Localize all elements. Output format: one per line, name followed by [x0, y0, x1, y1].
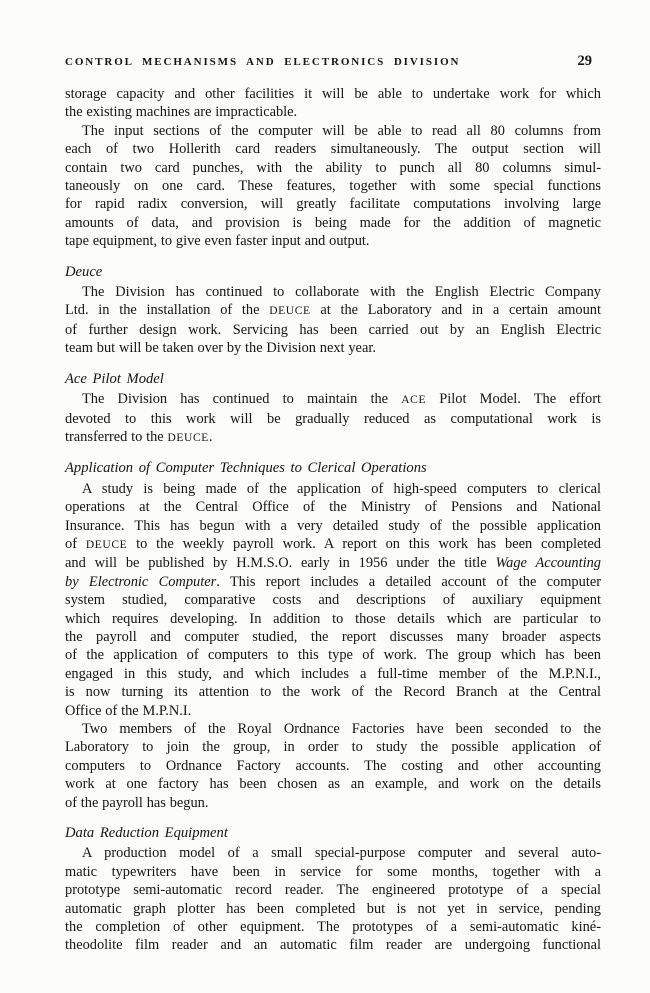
paragraph [65, 283, 601, 358]
text-line: storage capacity and other facilities it will be able to undertake work for which [65, 86, 601, 102]
text-line: matic typewriters have been in service for some months, together with a [65, 863, 601, 880]
text-line: Office of the M.P.N.I. [65, 702, 192, 719]
text-line: devoted to this work will be gradually reduced as computational work is [65, 410, 601, 427]
section-heading: Application of Computer Techniques to Clerical Operations [65, 460, 427, 477]
italic-text: Wage Accounting [495, 555, 601, 572]
text-line: is now turning its attention to the work of the Record Branch at the Central [65, 684, 601, 701]
text-line: of the application of computers to this type of work. The group which has been [65, 647, 601, 664]
document-section [65, 459, 601, 812]
text-line: amounts of data, and provision is being made for the addition of magnetic [65, 214, 601, 231]
text-line: the existing machines are impracticable. [65, 104, 298, 121]
small-caps-text: ACE [401, 394, 427, 407]
text-line: Laboratory to join the group, in order to study the possible application of [65, 739, 601, 756]
page-header [65, 53, 601, 70]
document-section [65, 370, 601, 448]
paragraph [65, 390, 601, 447]
paragraph [65, 85, 601, 122]
text-line: the completion of other equipment. The prototypes of a semi-automatic kiné- [65, 919, 601, 936]
text-line: engaged in this study, and which includes a full-time member of the M.P.N.I., [65, 665, 601, 682]
text-line: team but will be taken over by the Division next year. [65, 340, 376, 357]
text-line: theodolite film reader and an automatic film reader are undergoing functional [65, 937, 601, 954]
text-line: contain two card punches, with the ability to punch all 80 columns simul- [65, 159, 601, 176]
text-line: of further design work. Servicing has been carried out by an English Electric [65, 321, 601, 338]
text-line: Insurance. This has begun with a very detailed study of the possible application [65, 517, 601, 534]
document-body [65, 85, 601, 955]
section-heading: Data Reduction Equipment [65, 825, 228, 842]
text-line: prototype semi-automatic record reader. The engineered prototype of a special [65, 882, 601, 899]
paragraph [65, 844, 601, 954]
text-line: A production model of a small special-purpose computer and several auto- [82, 845, 601, 862]
text-line: taneously on one card. These features, together with some special functions [65, 178, 601, 195]
section-heading: Ace Pilot Model [65, 370, 164, 387]
text-line: system studied, comparative costs and descriptions of auxiliary equipment [65, 592, 601, 609]
text-line: The Division has continued to maintain the ACE Pilot Model. The effort [82, 391, 601, 408]
text-line: and will be published by H.M.S.O. early in 1956 under the title Wage Accounting [65, 555, 601, 572]
text-line: A study is being made of the application of high-speed computers to clerical [82, 480, 601, 497]
page-number: 29 [577, 53, 592, 69]
text-line: of the payroll has begun. [65, 794, 209, 811]
paragraph [65, 122, 601, 251]
text-line: automatic graph plotter has been completed but is not yet in service, pending [65, 900, 601, 917]
small-caps-text: DEUCE [167, 431, 209, 444]
document-section [65, 824, 601, 955]
text-line: Ltd. in the installation of the DEUCE at the Laboratory and in a certain amount [65, 302, 601, 319]
text-line: for rapid radix conversion, will greatly facilitate computations involving large [65, 196, 601, 213]
text-line: The Division has continued to collaborate with the English Electric Company [82, 284, 601, 301]
text-line: tape equipment, to give even faster input and output. [65, 233, 370, 250]
section-heading: Deuce [65, 263, 103, 280]
text-line: Two members of the Royal Ordnance Factories have been seconded to the [82, 721, 601, 737]
text-line: computers to Ordnance Factory accounts. The costing and other accounting [65, 757, 601, 774]
document-section [65, 263, 601, 358]
text-line: transferred to the DEUCE. [65, 428, 213, 445]
text-line: of DEUCE to the weekly payroll work. A report on this work has been completed [65, 535, 601, 552]
text-line: work at one factory has been chosen as an example, and work on the details [65, 776, 601, 793]
running-head-title: CONTROL MECHANISMS AND ELECTRONICS DIVISION [65, 56, 461, 68]
paragraph [65, 720, 601, 812]
text-line: The input sections of the computer will be able to read all 80 columns from [82, 122, 601, 139]
small-caps-text: DEUCE [269, 305, 311, 318]
paragraph [65, 480, 601, 720]
text-line: which requires developing. In addition to those details which are particular to [65, 610, 601, 627]
document-section [65, 85, 601, 251]
text-line: each of two Hollerith card readers simultaneously. The output section will [65, 141, 601, 158]
text-line: the payroll and computer studied, the report discusses many broader aspects [65, 628, 601, 645]
small-caps-text: DEUCE [85, 538, 128, 551]
italic-text: by Electronic Computer [65, 573, 217, 590]
text-line: operations at the Central Office of the Ministry of Pensions and National [65, 499, 601, 516]
text-line: by Electronic Computer. This report includes a detailed account of the computer [65, 573, 601, 590]
